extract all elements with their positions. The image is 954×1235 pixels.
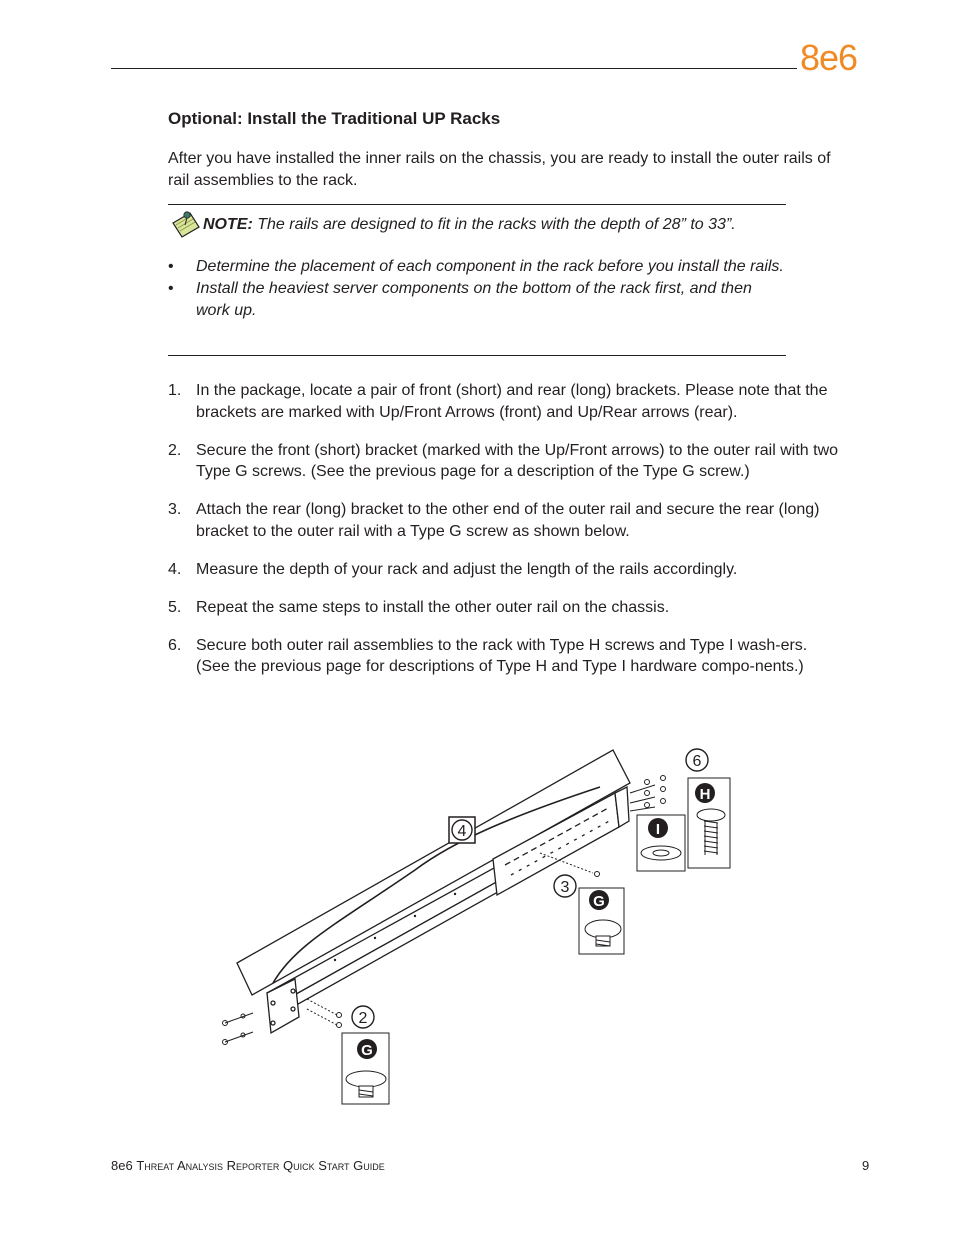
hardware-g-label-lower: G	[361, 1042, 373, 1059]
step-text: Attach the rear (long) bracket to the other end of the outer rail and secure the rear (long) bracket to the outer rail with a Type G screw as shown below.	[196, 501, 820, 540]
intro-paragraph: After you have installed the inner rails on the chassis, you are ready to install the outer rails of rail assemblies to the rack.	[168, 150, 831, 189]
install-steps-list	[168, 380, 848, 694]
footer-brand: 8e6	[111, 1158, 133, 1173]
step-number: 5.	[168, 598, 182, 616]
footer-page-number: 9	[862, 1158, 870, 1173]
bullet-mark: •	[168, 258, 174, 275]
hardware-i-box	[637, 815, 685, 871]
step-number: 6.	[168, 636, 182, 654]
note-label: NOTE:	[203, 216, 253, 233]
header-rule	[111, 68, 797, 69]
note-bullet-text: Install the heaviest server components on the bottom of the rack first, and then work up.	[196, 280, 752, 319]
footer-guide-title	[111, 1158, 385, 1173]
note-box	[168, 204, 786, 356]
callout-4: 4	[457, 823, 467, 840]
step-item	[168, 597, 848, 619]
step-text: Repeat the same steps to install the other outer rail on the chassis.	[196, 598, 670, 616]
hardware-i-label: I	[655, 821, 661, 838]
note-bullet-list	[168, 256, 786, 322]
note-pad-pin-icon	[170, 209, 202, 239]
hardware-h-box	[688, 778, 730, 868]
callout-2: 2	[358, 1010, 368, 1027]
step-text: In the package, locate a pair of front (short) and rear (long) brackets. Please note that the brackets are marked with Up/Front Arrows (front) and Up/Rear arrows (rear).	[196, 382, 828, 421]
brand-logo	[800, 36, 874, 76]
callout-3: 3	[560, 879, 570, 896]
step-text: Measure the depth of your rack and adjust the length of the rails accordingly.	[196, 560, 738, 578]
step-text: Secure both outer rail assemblies to the rack with Type H screws and Type I wash-ers. (See the previous page for descriptions of Type H and Type I hardware compo-nents.)	[196, 636, 808, 676]
step-item	[168, 559, 848, 581]
note-bullet	[168, 278, 786, 322]
logo-text: 8e6	[800, 37, 858, 76]
note-line	[203, 216, 736, 234]
step-number: 2.	[168, 441, 182, 459]
hardware-g-label-upper: G	[593, 893, 605, 910]
rack-band	[237, 750, 630, 995]
step-item	[168, 440, 848, 483]
step-number: 4.	[168, 560, 182, 578]
note-bullet-text: Determine the placement of each component in the rack before you install the rails.	[196, 258, 784, 275]
section-title: Optional: Install the Traditional UP Racks	[168, 109, 501, 128]
hardware-g-box-upper	[579, 888, 624, 954]
step-item	[168, 635, 848, 678]
rail-installation-diagram	[215, 745, 735, 1110]
hardware-h-label: H	[699, 786, 711, 803]
step-text: Secure the front (short) bracket (marked with the Up/Front arrows) to the outer rail with two Type G screws. (See the previous page for a description of the Type G screw.)	[196, 441, 839, 481]
hardware-g-box-lower	[342, 1033, 389, 1104]
step-number: 1.	[168, 382, 182, 399]
note-bullet	[168, 256, 786, 278]
bullet-mark: •	[168, 280, 174, 297]
callout-6: 6	[692, 753, 702, 770]
step-item	[168, 499, 848, 542]
step-number: 3.	[168, 501, 182, 519]
step-item	[168, 380, 848, 423]
footer-guide-name: Threat Analysis Reporter Quick Start Guide	[136, 1158, 385, 1173]
note-text: The rails are designed to fit in the racks with the depth of 28” to 33”.	[252, 216, 736, 233]
